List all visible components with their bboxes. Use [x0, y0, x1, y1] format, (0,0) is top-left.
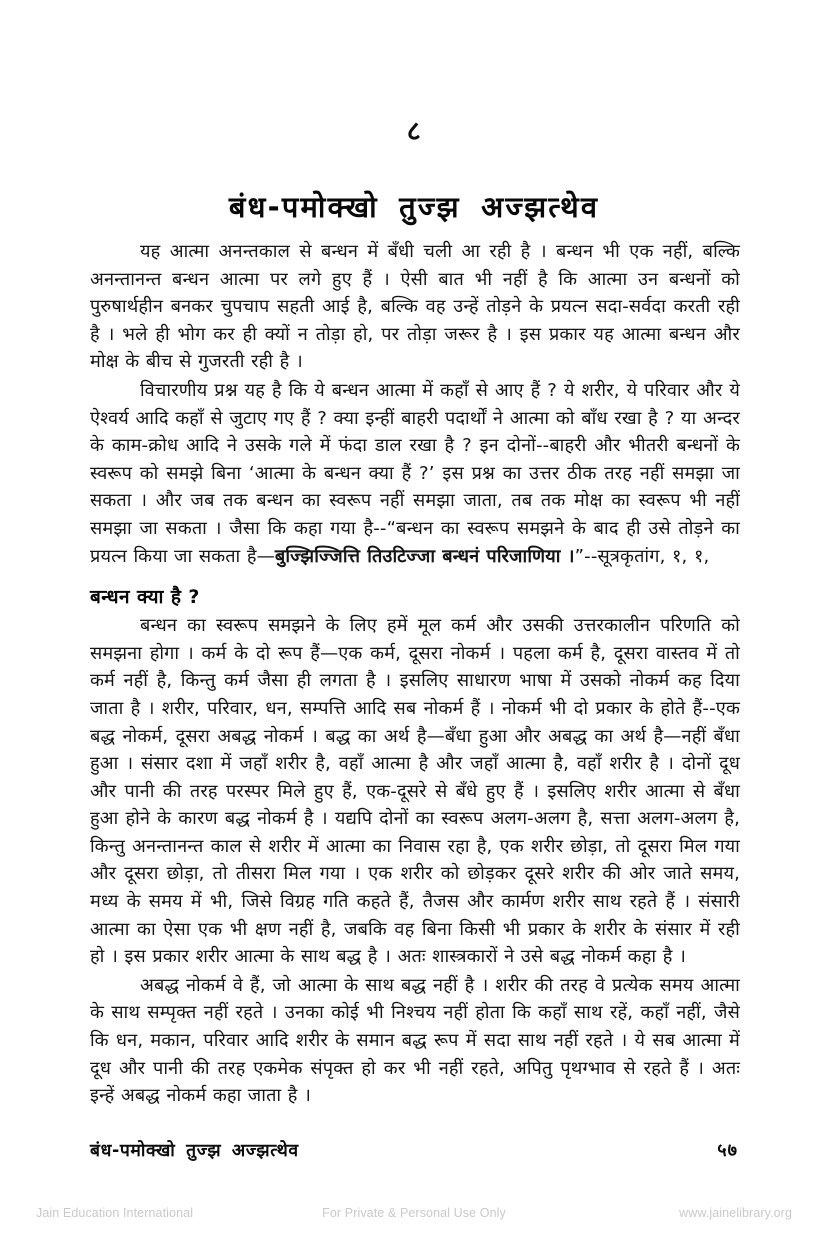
section-subheading: बन्धन क्या है ? — [90, 586, 200, 609]
chapter-number: ८ — [406, 116, 422, 147]
page-title: बंध-पमोक्खो तुज्झ अज्झत्थेव — [228, 190, 600, 225]
watermark-organization: Jain Education International — [36, 1206, 194, 1220]
watermark-usage-notice: For Private & Personal Use Only — [322, 1206, 506, 1220]
paragraph-4: अबद्ध नोकर्म वे हैं, जो आत्मा के साथ बद्ध नहीं है । शरीर की तरह वे प्रत्येक समय आत्मा के साथ सम्पृक्त नहीं रहते । उनका कोई भी निश्चय नहीं होता कि कहाँ साथ रहें, कहाँ नहीं, जैसे कि धन, मकान, परिवार आदि शरीर के समान बद्ध रूप में सदा साथ नहीं रहते । ये सब आत्मा में दूध और पानी की तरह एकमेक संपृक्त हो कर भी नहीं रहते, अपितु पृथग्भाव से रहते हैं । अतः इन्हें अबद्ध नोकर्म कहा जाता है । — [90, 974, 740, 1107]
prakrit-quote: बुज्झिज्जित्ति तिउटिज्जा बन्धनं परिजाणिया । — [274, 545, 575, 567]
page-number: ५७ — [717, 1140, 738, 1161]
paragraph-2-citation: ”--सूत्रकृतांग, १, १, — [574, 545, 710, 567]
body-text-column — [90, 238, 740, 1110]
watermark-website[interactable]: www.jainelibrary.org — [679, 1206, 792, 1220]
paragraph-1: यह आत्मा अनन्तकाल से बन्धन में बँधी चली आ रही है । बन्धन भी एक नहीं, बल्कि अनन्तानन्त बन्धन आत्मा पर लगे हुए हैं । ऐसी बात भी नहीं है कि आत्मा उन बन्धनों को पुरुषार्थहीन बनकर चुपचाप सहती आई है, बल्कि वह उन्हें तोड़ने के प्रयत्न सदा-सर्वदा करती रही है । भले ही भोग कर ही क्यों न तोड़ा हो, पर तोड़ा जरूर है । इस प्रकार यह आत्मा बन्धन और मोक्ष के बीच से गुजरती रही है । — [90, 241, 740, 373]
paragraph-3: बन्धन का स्वरूप समझने के लिए हमें मूल कर्म और उसकी उत्तरकालीन परिणति को समझना होगा । कर्म के दो रूप हैं—एक कर्म, दूसरा नोकर्म । पहला कर्म है, दूसरा वास्तव में तो कर्म नहीं है, किन्तु कर्म जैसा ही लगता है । इसलिए साधारण भाषा में उसको नोकर्म कह दिया जाता है । शरीर, परिवार, धन, सम्पत्ति आदि सब नोकर्म हैं । नोकर्म भी दो प्रकार के होते हैं--एक बद्ध नोकर्म, दूसरा अबद्ध नोकर्म । बद्ध का अर्थ है—बँधा हुआ और अबद्ध का अर्थ है—नहीं बँधा हुआ । संसार दशा में जहाँ शरीर है, वहाँ आत्मा है और जहाँ आत्मा है, वहाँ शरीर है । दोनों दूध और पानी की तरह परस्पर मिले हुए हैं, एक-दूसरे से बँधे हुए हैं । इसलिए शरीर आत्मा से बँधा हुआ होने के कारण बद्ध नोकर्म है । यद्यपि दोनों का स्वरूप अलग-अलग है, सत्ता अलग-अलग है, किन्तु अनन्तानन्त काल से शरीर में आत्मा का निवास रहा है, एक शरीर छोड़ा, तो दूसरा मिल गया और दूसरा छोड़ा, तो तीसरा मिल गया । एक शरीर को छोड़कर दूसरे शरीर की ओर जाते समय, मध्य के समय में भी, जिसे विग्रह गति कहते हैं, तैजस और कार्मण शरीर साथ रहते हैं । संसारी आत्मा का ऐसा एक भी क्षण नहीं है, जबकि वह बिना किसी भी प्रकार के शरीर के संसार में रही हो । इस प्रकार शरीर आत्मा के साथ बद्ध है । अतः शास्त्रकारों ने उसे बद्ध नोकर्म कहा है । — [90, 615, 740, 968]
paragraph-2-text-before-quote: विचारणीय प्रश्न यह है कि ये बन्धन आत्मा में कहाँ से आए हैं ? ये शरीर, ये परिवार और ये ऐश्वर्य आदि कहाँ से जुटाए गए हैं ? क्या इन्हीं बाहरी पदार्थों ने आत्मा को बाँध रखा है ? या अन्दर के काम-क्रोध आदि ने उसके गले में फंदा डाल रखा है ? इन दोनों--बाहरी और भीतरी बन्धनों के स्वरूप को समझे बिना ‘आत्मा के बन्धन क्या हैं ?’ इस प्रश्न का उत्तर ठीक तरह नहीं समझा जा सकता । और जब तक बन्धन का स्वरूप नहीं समझा जाता, तब तक मोक्ष का स्वरूप भी नहीं समझा जा सकता । जैसा कि कहा गया है--“बन्धन का स्वरूप समझने के बाद ही उसे तोड़ने का प्रयत्न किया जा सकता है— — [90, 379, 740, 567]
running-footer-title: बंध-पमोक्खो तुज्झ अज्झत्थेव — [90, 1141, 299, 1161]
paragraph-2 — [90, 377, 740, 570]
library-watermark — [0, 1202, 828, 1224]
running-footer — [90, 1138, 738, 1162]
